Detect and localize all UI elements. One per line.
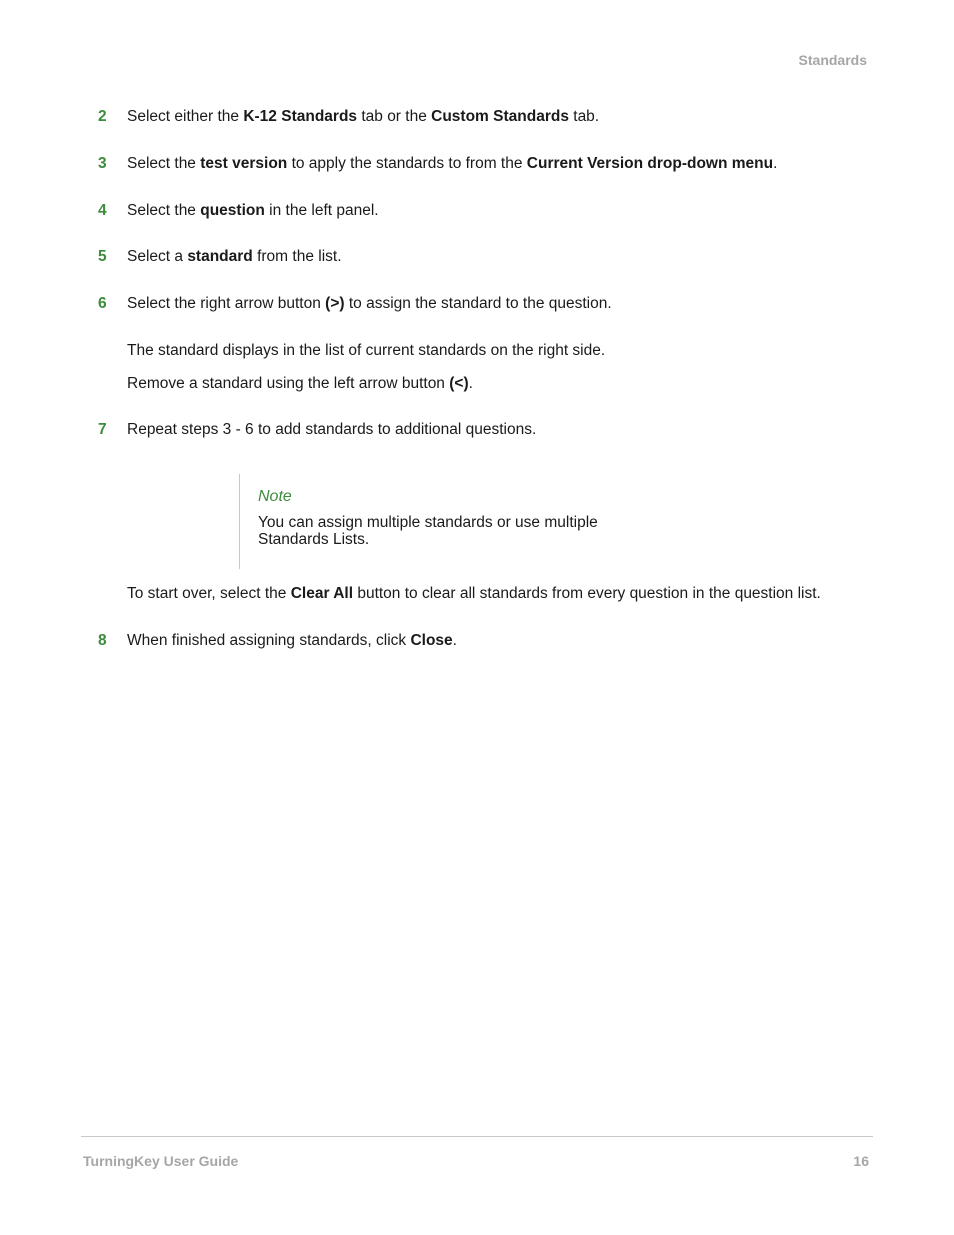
note-callout <box>239 474 659 569</box>
step-text: Select a <box>127 248 188 265</box>
step-number: 3 <box>98 155 107 172</box>
step-2 <box>98 107 599 127</box>
emphasis-text: test version <box>200 155 288 172</box>
step-7 <box>98 420 536 440</box>
step-number: 4 <box>98 202 107 219</box>
step-text: to apply the standards to from the <box>287 155 527 172</box>
button-symbol: (<) <box>449 375 469 392</box>
step-number: 8 <box>98 632 107 649</box>
page-header-section: Standards <box>798 52 867 68</box>
footer-title: TurningKey User Guide <box>83 1153 239 1169</box>
tab-name: Custom Standards <box>431 108 569 125</box>
step-text: Select the <box>127 155 201 172</box>
page-number: 16 <box>853 1153 869 1169</box>
step-text: tab. <box>568 108 600 125</box>
step-6-detail-remove <box>127 374 473 394</box>
step-4 <box>98 201 379 221</box>
menu-name: Current Version drop-down menu <box>526 155 774 172</box>
step-text: from the list. <box>252 248 342 265</box>
step-8 <box>98 631 457 651</box>
step-text: in the left panel. <box>264 202 379 219</box>
step-text: Select either the <box>127 108 244 125</box>
note-title: Note <box>258 488 292 505</box>
button-symbol: (>) <box>325 295 345 312</box>
emphasis-text: standard <box>187 248 253 265</box>
step-text: When finished assigning standards, click <box>127 632 411 649</box>
step-number: 2 <box>98 108 107 125</box>
clear-all-paragraph <box>127 584 821 604</box>
step-text: Select the <box>127 202 201 219</box>
emphasis-text: question <box>200 202 265 219</box>
tab-name: K-12 Standards <box>243 108 358 125</box>
step-6-detail: The standard displays in the list of current standards on the right side. <box>127 342 606 359</box>
footer-divider <box>81 1136 873 1137</box>
detail-text: Remove a standard using the left arrow button <box>127 375 450 392</box>
step-text: . <box>452 632 457 649</box>
step-text: Select the right arrow button <box>127 295 326 312</box>
step-number: 5 <box>98 248 107 265</box>
paragraph-text: button to clear all standards from every question in the question list. <box>353 585 821 602</box>
step-text: . <box>773 155 778 172</box>
button-name: Close <box>410 632 453 649</box>
step-number: 6 <box>98 295 107 312</box>
step-6 <box>98 294 612 314</box>
button-name: Clear All <box>290 585 354 602</box>
step-text: Repeat steps 3 - 6 to add standards to additional questions. <box>127 421 537 438</box>
step-text: tab or the <box>357 108 432 125</box>
step-number: 7 <box>98 421 107 438</box>
paragraph-text: To start over, select the <box>127 585 291 602</box>
note-body: You can assign multiple standards or use multiple Standards Lists. <box>258 514 598 548</box>
detail-text: . <box>468 375 473 392</box>
step-3 <box>98 154 777 174</box>
step-text: to assign the standard to the question. <box>344 295 612 312</box>
step-5 <box>98 247 342 267</box>
